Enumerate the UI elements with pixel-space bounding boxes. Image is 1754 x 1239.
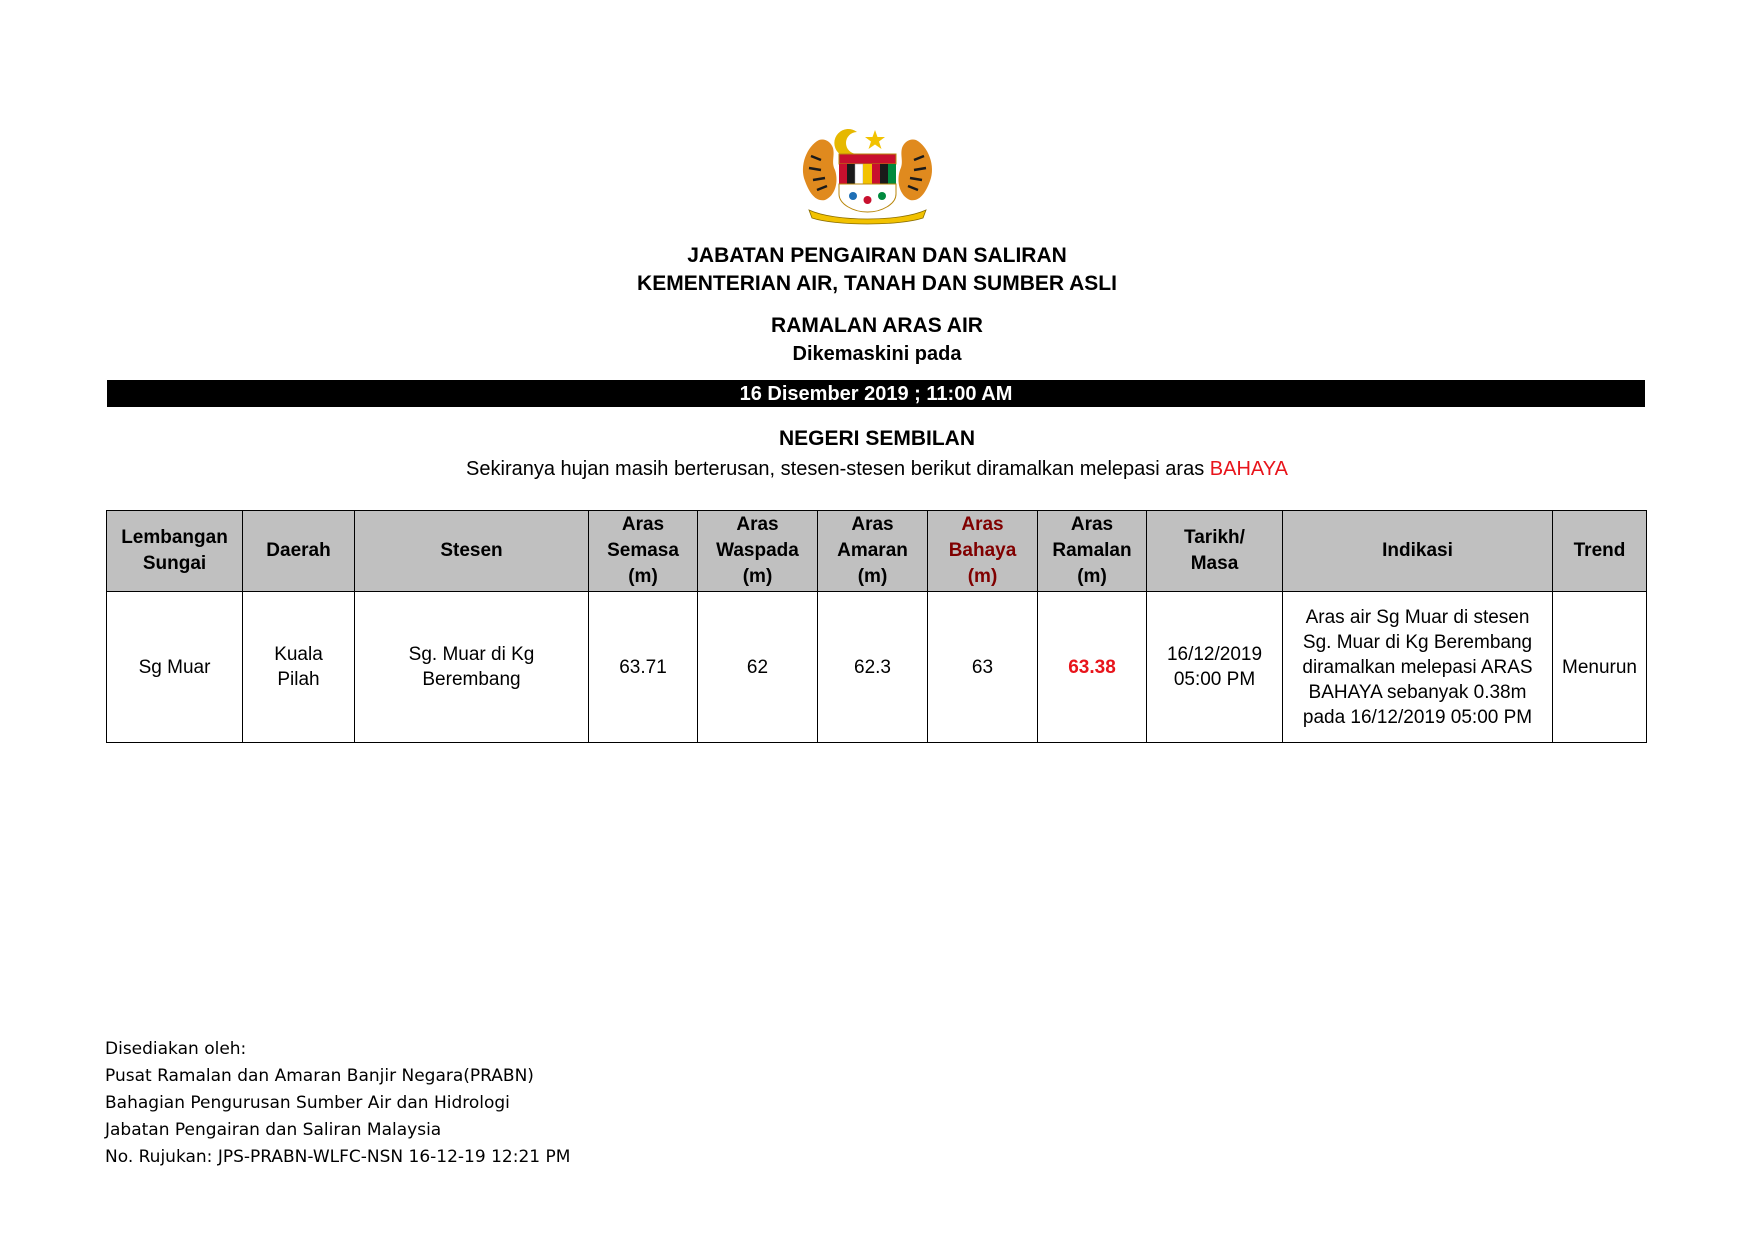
cell-station: Sg. Muar di Kg Berembang xyxy=(355,592,589,743)
cell-danger-level: 63 xyxy=(928,592,1038,743)
state-name: NEGERI SEMBILAN xyxy=(778,427,975,450)
column-header-current-level: Aras Semasa (m) xyxy=(589,511,698,592)
cell-alert-level: 62 xyxy=(698,592,818,743)
cell-forecast-level: 63.38 xyxy=(1038,592,1147,743)
footer-org-line3: Jabatan Pengairan dan Saliran Malaysia xyxy=(105,1120,442,1140)
column-header-station: Stesen xyxy=(355,511,589,592)
cell-district: Kuala Pilah xyxy=(243,592,355,743)
cell-warning-level: 62.3 xyxy=(818,592,928,743)
cell-current-level: 63.71 xyxy=(589,592,698,743)
coat-of-arms-logo xyxy=(795,126,940,226)
cell-indication: Aras air Sg Muar di stesen Sg. Muar di Kg Berembang diramalkan melepasi ARAS BAHAYA sebanyak 0.38m pada 16/12/2019 05:00 PM xyxy=(1283,592,1553,743)
table-row xyxy=(107,592,1647,743)
column-header-alert-level: Aras Waspada (m) xyxy=(698,511,818,592)
column-header-trend: Trend xyxy=(1553,511,1647,592)
column-header-danger-level: Aras Bahaya (m) xyxy=(928,511,1038,592)
prepared-by-footer xyxy=(105,1036,570,1171)
column-header-forecast-level: Aras Ramalan (m) xyxy=(1038,511,1147,592)
table-header-row xyxy=(107,511,1647,592)
notice-text: Sekiranya hujan masih berterusan, stesen-stesen berikut diramalkan melepasi aras xyxy=(466,458,1210,480)
footer-org-line2: Bahagian Pengurusan Sumber Air dan Hidrologi xyxy=(105,1093,510,1113)
footer-org-line1: Pusat Ramalan dan Amaran Banjir Negara(PRABN) xyxy=(105,1066,534,1086)
column-header-basin: Lembangan Sungai xyxy=(107,511,243,592)
footer-reference: No. Rujukan: JPS-PRABN-WLFC-NSN 16-12-19 12:21 PM xyxy=(105,1147,571,1167)
ministry-name: KEMENTERIAN AIR, TANAH DAN SUMBER ASLI xyxy=(637,272,1117,295)
agency-name: JABATAN PENGAIRAN DAN SALIRAN xyxy=(687,244,1067,267)
water-level-forecast-table xyxy=(106,510,1647,743)
column-header-datetime: Tarikh/ Masa xyxy=(1147,511,1283,592)
cell-basin: Sg Muar xyxy=(107,592,243,743)
column-header-warning-level: Aras Amaran (m) xyxy=(818,511,928,592)
column-header-indication: Indikasi xyxy=(1283,511,1553,592)
updated-datetime-bar: 16 Disember 2019 ; 11:00 AM xyxy=(107,380,1645,407)
prepared-by-label: Disediakan oleh: xyxy=(105,1039,247,1059)
cell-trend: Menurun xyxy=(1553,592,1647,743)
notice-level: BAHAYA xyxy=(1209,458,1288,480)
cell-datetime: 16/12/2019 05:00 PM xyxy=(1147,592,1283,743)
updated-label: Dikemaskini pada xyxy=(792,343,962,365)
forecast-notice xyxy=(0,458,1754,481)
report-title: RAMALAN ARAS AIR xyxy=(771,314,983,337)
column-header-district: Daerah xyxy=(243,511,355,592)
